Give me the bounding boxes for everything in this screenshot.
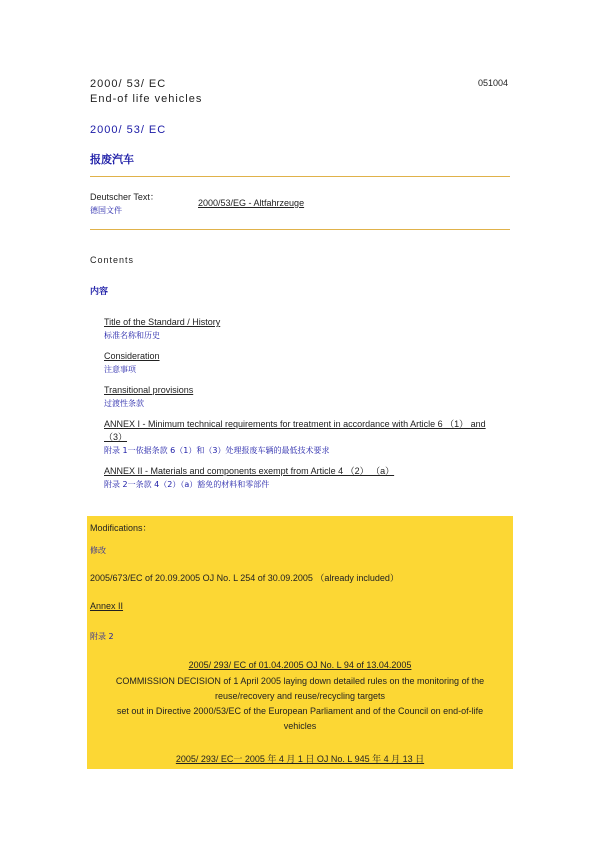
decision-reference-zh-link[interactable]: 2005/ 293/ EC一 2005 年 4 月 1 日 OJ No. L 945 年 4 月 13 日	[175, 754, 425, 764]
annex-2-link[interactable]: Annex II	[90, 601, 124, 611]
divider-bottom	[90, 229, 510, 230]
toc-link-annex-1[interactable]: ANNEX I - Minimum technical requirements for treatment in accordance with Article 6 （1） and	[104, 419, 486, 429]
toc-label-zh: 过渡性条款	[104, 399, 144, 408]
decision-line: COMMISSION DECISION of 1 April 2005 laying down detailed rules on the monitoring of the	[115, 676, 485, 686]
decision-line: set out in Directive 2000/53/EC of the European Parliament and of the Council on end-of-life	[116, 706, 484, 716]
toc-link-annex-1-cont[interactable]: （3）	[104, 432, 128, 442]
divider-top	[90, 176, 510, 177]
toc-item-title	[104, 316, 514, 343]
toc-label-zh: 注意事项	[104, 365, 136, 374]
decision-line: vehicles	[283, 721, 317, 731]
german-text-link[interactable]: 2000/53/EG - Altfahrzeuge	[198, 198, 305, 208]
document-number: 2000/ 53/ EC	[90, 78, 167, 90]
toc-link-consideration[interactable]: Consideration	[104, 351, 160, 361]
toc-link-title-history[interactable]: Title of the Standard / History	[104, 317, 221, 327]
decision-text	[87, 674, 513, 734]
toc-link-annex-2[interactable]: ANNEX II - Materials and components exempt from Article 4 （2） （a）	[104, 466, 395, 476]
decision-reference-link[interactable]: 2005/ 293/ EC of 01.04.2005 OJ No. L 94 of 13.04.2005	[188, 660, 412, 670]
german-text-label: Deutscher Text：	[90, 192, 159, 202]
toc-link-transitional-provisions[interactable]: Transitional provisions	[104, 385, 194, 395]
toc-label-zh: 标准名称和历史	[104, 331, 160, 340]
toc-label-zh: 附录 1一依据条款 6（1）和（3）处理报废车辆的最低技术要求	[104, 446, 330, 455]
contents-heading-zh: 内容	[90, 287, 109, 297]
modifications-label-zh: 修改	[90, 546, 106, 555]
table-of-contents	[104, 316, 514, 499]
modification-entry: 2005/673/EC of 20.09.2005 OJ No. L 254 of 30.09.2005 （already included）	[90, 573, 399, 583]
toc-item-annex-1	[104, 418, 514, 458]
document-title-zh: 报废汽车	[90, 153, 134, 166]
date-code: 051004	[478, 78, 509, 88]
modifications-panel	[87, 516, 513, 769]
toc-item-consideration	[104, 350, 514, 377]
document-number-blue: 2000/ 53/ EC	[90, 124, 167, 136]
modifications-label: Modifications：	[90, 523, 152, 533]
toc-label-zh: 附录 2一条款 4（2）（a）豁免的材料和零部件	[104, 480, 270, 489]
annex-2-label-zh: 附录 2	[90, 632, 114, 641]
contents-heading: Contents	[90, 255, 135, 265]
german-text-label-zh: 德国文件	[90, 206, 122, 215]
document-title-en: End-of life vehicles	[90, 93, 203, 105]
toc-item-annex-2	[104, 465, 514, 492]
decision-line: reuse/recovery and reuse/recycling targets	[214, 691, 386, 701]
toc-item-transitional	[104, 384, 514, 411]
